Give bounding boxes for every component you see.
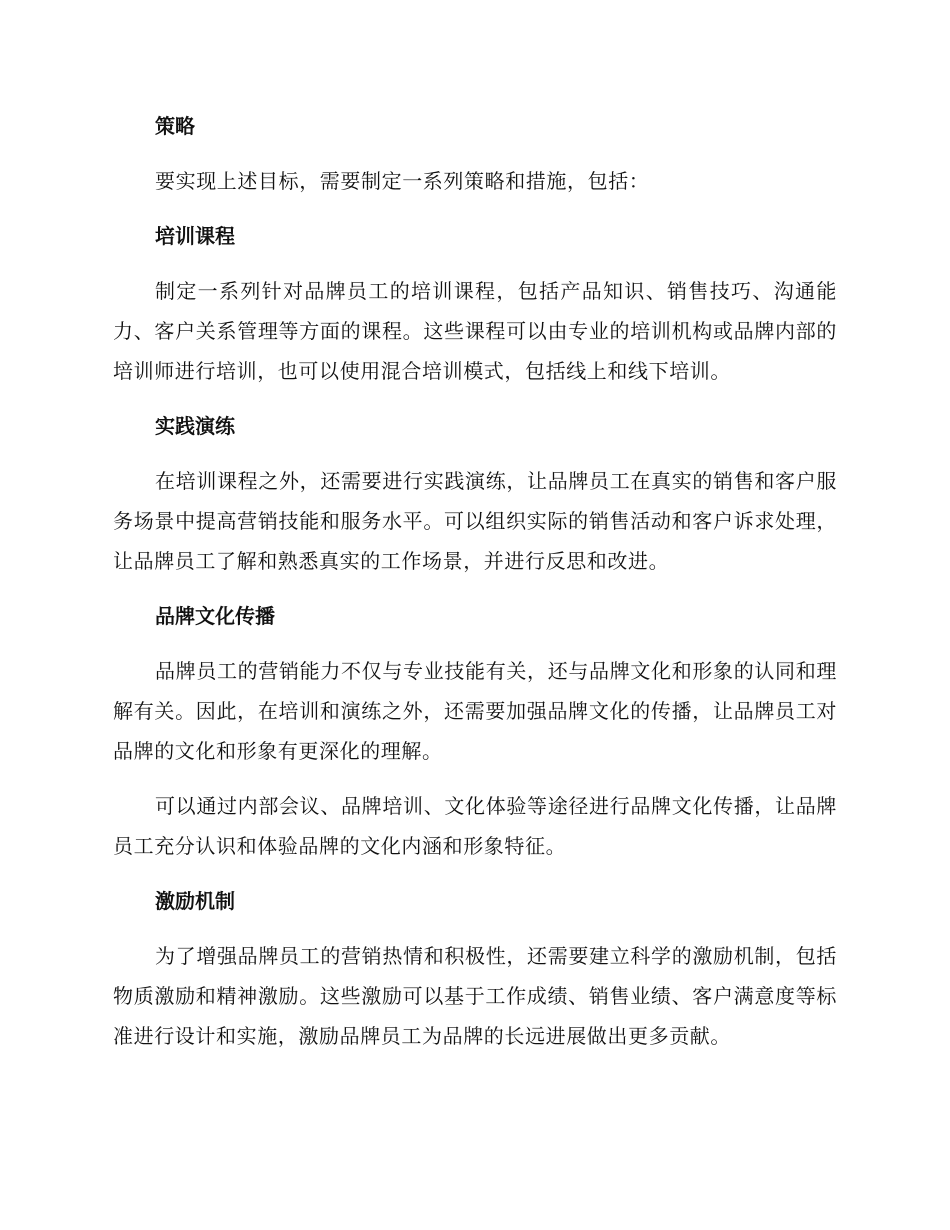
section-heading-incentives: 激励机制 [155,889,235,913]
section-paragraph: 为了增强品牌员工的营销热情和积极性，还需要建立科学的激励机制，包括物质激励和精神激励。这些激励可以基于工作成绩、销售业绩、客户满意度等标准进行设计和实施，激励品牌员工为品牌的长远进展做出更多贡献。 [113,944,837,1048]
section-paragraph: 在培训课程之外，还需要进行实践演练，让品牌员工在真实的销售和客户服务场景中提高营销技能和服务水平。可以组织实际的销售活动和客户诉求处理，让品牌员工了解和熟悉真实的工作场景，并进行反思和改进。 [113,469,837,573]
section-heading-brand-culture: 品牌文化传播 [155,604,275,628]
section-paragraph: 可以通过内部会议、品牌培训、文化体验等途径进行品牌文化传播，让品牌员工充分认识和体验品牌的文化内涵和形象特征。 [113,794,837,858]
section-paragraph: 制定一系列针对品牌员工的培训课程，包括产品知识、销售技巧、沟通能力、客户关系管理等方面的课程。这些课程可以由专业的培训机构或品牌内部的培训师进行培训，也可以使用混合培训模式，包括线上和线下培训。 [113,279,837,383]
section-paragraph: 品牌员工的营销能力不仅与专业技能有关，还与品牌文化和形象的认同和理解有关。因此，在培训和演练之外，还需要加强品牌文化的传播，让品牌员工对品牌的文化和形象有更深化的理解。 [113,659,837,763]
section-heading-strategy: 策略 [155,114,195,138]
document-body [113,106,837,1071]
section-paragraph: 要实现上述目标，需要制定一系列策略和措施，包括： [155,169,650,193]
section-heading-practice-drills: 实践演练 [155,414,235,438]
section-heading-training-courses: 培训课程 [155,224,235,248]
